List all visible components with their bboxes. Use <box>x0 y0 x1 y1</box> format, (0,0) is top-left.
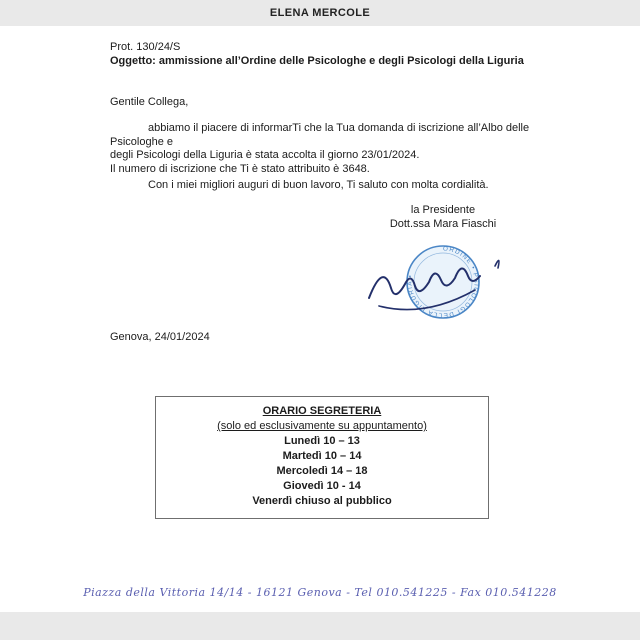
body-paragraph <box>110 122 580 176</box>
signature-flourish <box>495 260 499 268</box>
office-hours-title: ORARIO SEGRETERIA <box>262 405 382 417</box>
protocol-number: Prot. 130/24/S <box>110 41 181 53</box>
office-hours-subtitle: (solo ed esclusivamente su appuntamento) <box>217 420 427 432</box>
office-hours-box <box>155 396 489 519</box>
closing-line: Con i miei migliori auguri di buon lavoro, Ti saluto con molta cordialità. <box>148 179 489 191</box>
signature-block <box>382 204 504 231</box>
body-line-2: degli Psicologi della Liguria è stata accolta il giorno 23/01/2024. <box>110 149 420 161</box>
president-role: la Presidente <box>410 204 476 216</box>
subject-line: Oggetto: ammissione all’Ordine delle Psicologhe e degli Psicologi della Liguria <box>110 55 524 67</box>
office-hours-thursday: Giovedì 10 - 14 <box>283 480 361 492</box>
recipient-name-header: ELENA MERCOLE <box>269 7 371 19</box>
stamp-text: ORDINE • PSICOLOGI DELLA LIGURIA • <box>406 245 480 319</box>
bottom-gray-band <box>0 612 640 640</box>
office-hours-wednesday: Mercoledì 14 – 18 <box>276 465 368 477</box>
address-footer: Piazza della Vittoria 14/14 - 16121 Genova - Tel 010.541225 - Fax 010.541228 <box>83 586 557 599</box>
office-hours-tuesday: Martedì 10 – 14 <box>282 450 362 462</box>
office-hours-friday: Venerdì chiuso al pubblico <box>252 495 392 507</box>
salutation: Gentile Collega, <box>110 96 189 108</box>
office-hours-monday: Lunedì 10 – 13 <box>284 435 360 447</box>
body-line-1: abbiamo il piacere di informarTi che la Tua domanda di iscrizione all’Albo delle Psicologhe e <box>110 122 530 148</box>
body-line-3: Il numero di iscrizione che Ti è stato attribuito è 3648. <box>110 162 370 175</box>
stamp-and-signature <box>365 240 505 328</box>
president-name: Dott.ssa Mara Fiaschi <box>389 217 497 230</box>
round-stamp-icon <box>365 240 505 328</box>
place-and-date: Genova, 24/01/2024 <box>110 331 210 343</box>
